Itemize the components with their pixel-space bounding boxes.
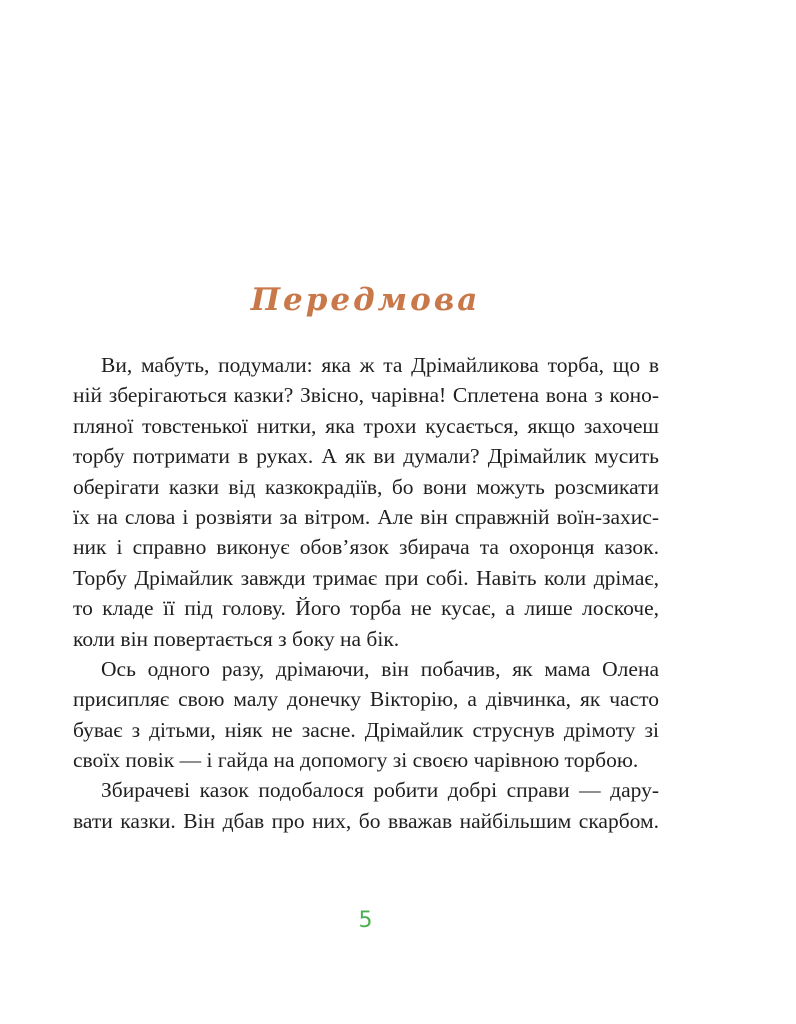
paragraph (73, 350, 659, 654)
text-line: то кладе її під голову. Його торба не кусає, а лише лоскоче, (73, 596, 659, 621)
text-line: буває з дітьми, ніяк не засне. Дрімайлик струснув дрімоту зі (73, 717, 659, 742)
text-line: Ви, мабуть, подумали: яка ж та Дрімайликова торба, що в (101, 353, 659, 377)
text-line: коли він повертається з боку на бік. (73, 626, 400, 651)
paragraph (73, 654, 659, 776)
page-number: 5 (358, 908, 373, 933)
body-text (73, 350, 659, 836)
text-line: Ось одного разу, дрімаючи, він побачив, як мама Олена (101, 656, 659, 681)
text-line: ній зберігаються казки? Звісно, чарівна! Сплетена вона з коно- (73, 383, 659, 408)
text-line: ник і справно виконує обов’язок збирача та охоронця казок. (73, 535, 659, 560)
text-line: їх на слова і розвіяти за вітром. Але він справжній воїн-захис- (73, 504, 659, 529)
text-line: торбу потримати в руках. А як ви думали? Дрімайлик мусить (73, 444, 659, 469)
text-line: присипляє свою малу донечку Вікторію, а дівчинка, як часто (73, 687, 659, 712)
text-line: пляної товстенької нитки, яка трохи кусається, якщо захочеш (73, 413, 659, 438)
page-title: Передмова (250, 282, 481, 318)
text-line: оберігати казки від казкокрадіїв, бо вони можуть розсмикати (73, 474, 659, 499)
text-line: вати казки. Він дбав про них, бо вважав найбільшим скарбом. (73, 808, 659, 833)
text-line: Торбу Дрімайлик завжди тримає при собі. Навіть коли дрімає, (73, 565, 659, 590)
text-line: своїх повік — і гайда на допомогу зі своєю чарівною торбою. (73, 748, 639, 773)
text-line: Збирачеві казок подобалося робити добрі справи — дару- (101, 778, 659, 803)
paragraph (73, 775, 659, 836)
